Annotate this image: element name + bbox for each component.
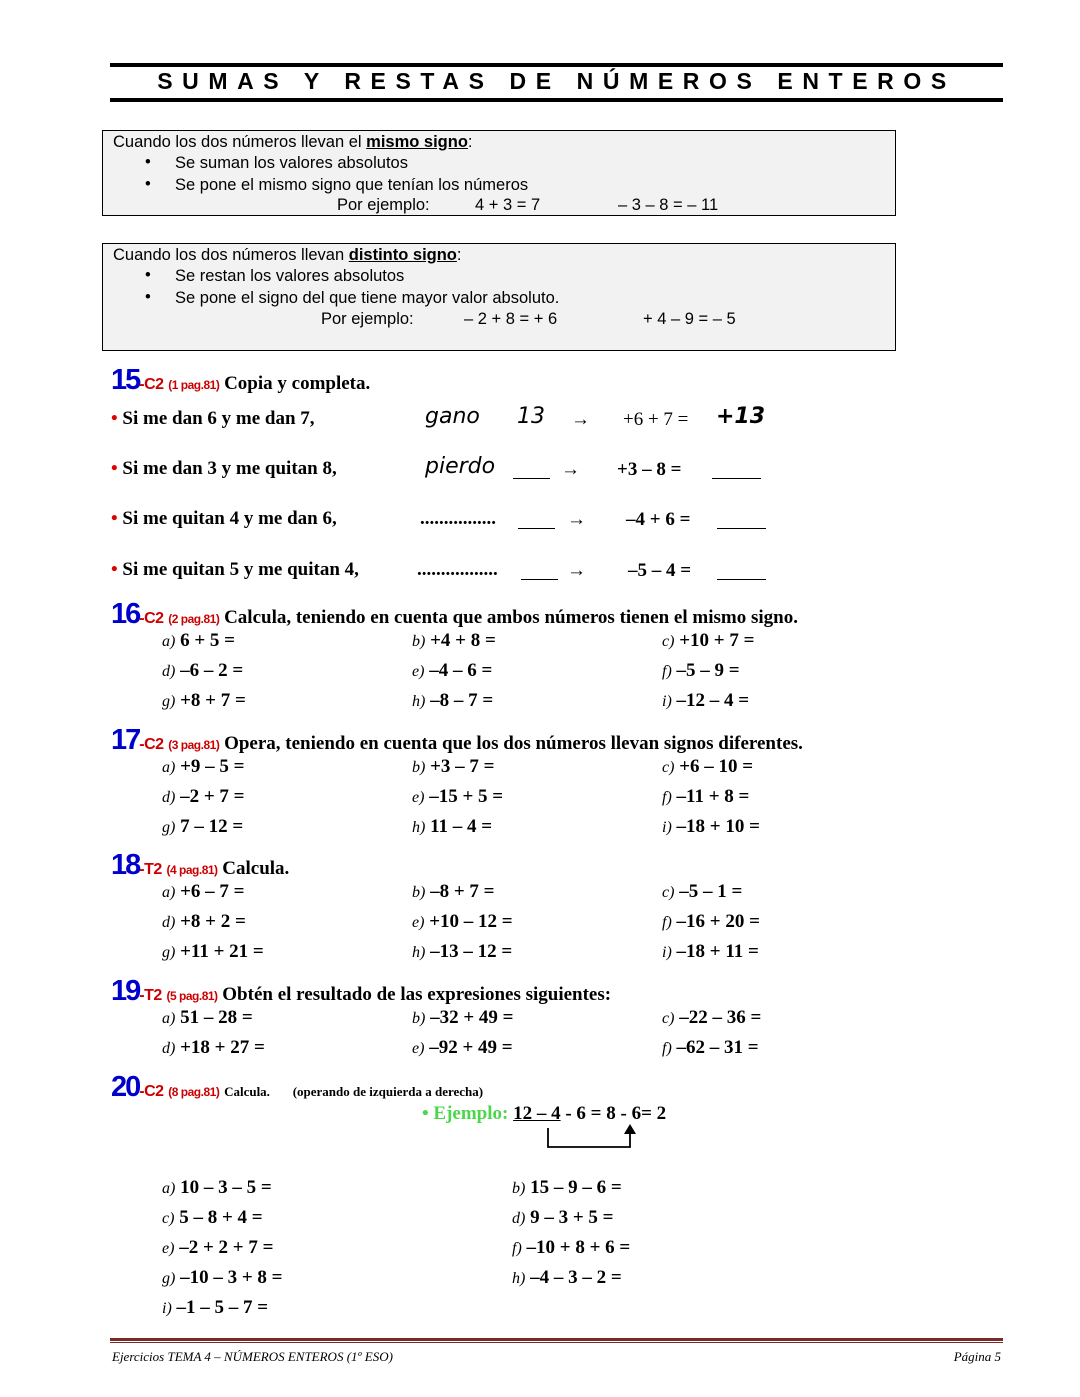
item-letter: d) [162, 1040, 176, 1057]
exercise-item [662, 630, 754, 652]
item-expression: 5 – 8 + 4 = [174, 1207, 263, 1228]
exercise-item [412, 630, 496, 652]
box-bullet-2: Se pone el signo del que tiene mayor valor absoluto. [175, 289, 560, 307]
row-text: Si me dan 6 y me dan 7, [122, 408, 315, 429]
exercise-code: -C2 [139, 736, 164, 753]
item-expression: –4 – 3 – 2 = [525, 1267, 622, 1288]
box-colon: : [456, 246, 462, 264]
red-bullet-icon: • [111, 508, 118, 529]
exercise-text: Calcula. [224, 1084, 270, 1099]
handwritten-answer: +13 [716, 404, 766, 429]
footer-left: Ejercicios TEMA 4 – NÚMEROS ENTEROS (1º ESO) [112, 1349, 393, 1364]
item-letter: i) [162, 1300, 172, 1317]
exercise-item [412, 660, 492, 682]
item-expression: +11 + 21 = [175, 941, 264, 962]
exercise-item [412, 816, 492, 838]
exercise-item [512, 1237, 630, 1259]
box-example-1: 4 + 3 = 7 [475, 196, 541, 214]
item-expression: +6 – 7 = [175, 881, 245, 902]
item-expression: +4 + 8 = [425, 630, 496, 651]
item-letter: e) [162, 1240, 175, 1257]
exercise-ref: (3 pag.81) [168, 738, 220, 752]
exercise-item [412, 756, 494, 778]
exercise-item [662, 1007, 761, 1029]
exercise-item [512, 1267, 622, 1289]
exercise-code: -C2 [139, 1083, 164, 1100]
exercise-item [412, 881, 494, 903]
exercise-15-row [111, 408, 315, 430]
arrow-icon: → [567, 509, 586, 530]
row-text: Si me dan 3 y me quitan 8, [122, 458, 337, 479]
item-expression: –22 – 36 = [674, 1007, 762, 1028]
exercise-code: -T2 [139, 987, 162, 1004]
item-expression: –4 – 6 = [424, 660, 493, 681]
item-letter: i) [662, 819, 672, 836]
exercise-15-heading [111, 364, 370, 397]
item-letter: h) [412, 693, 426, 710]
exercise-number: 20 [111, 1071, 140, 1103]
item-letter: b) [412, 759, 426, 776]
exercise-item [162, 1007, 253, 1029]
row-dots: ................. [417, 559, 498, 580]
footer-page-number: Página 5 [953, 1349, 1001, 1364]
item-expression: –15 + 5 = [424, 786, 504, 807]
item-letter: a) [162, 884, 176, 901]
item-letter: f) [662, 789, 672, 806]
item-letter: b) [512, 1180, 526, 1197]
example-arrow-icon [540, 1124, 640, 1150]
exercise-item [662, 690, 749, 712]
exercise-item [412, 1007, 513, 1029]
exercise-item [412, 1037, 513, 1059]
item-letter: d) [162, 663, 176, 680]
row-expression: +6 + 7 = [623, 409, 689, 430]
example-part-1: 12 – 4 [513, 1103, 561, 1124]
item-expression: +9 – 5 = [175, 756, 245, 777]
exercise-text: Calcula. [222, 858, 290, 879]
item-letter: g) [162, 693, 176, 710]
item-expression: +10 – 12 = [424, 911, 513, 932]
handwritten-word: pierdo [425, 454, 496, 479]
red-bullet-icon: • [111, 408, 118, 429]
item-expression: 6 + 5 = [175, 630, 235, 651]
item-expression: –11 + 8 = [671, 786, 750, 807]
item-letter: a) [162, 1010, 176, 1027]
exercise-ref: (4 pag.81) [166, 863, 218, 877]
box-example-2: + 4 – 9 = – 5 [643, 310, 736, 328]
exercise-ref: (2 pag.81) [168, 612, 220, 626]
exercise-15-row [111, 559, 359, 581]
item-expression: 10 – 3 – 5 = [175, 1177, 272, 1198]
arrow-icon: → [561, 459, 580, 480]
exercise-item [412, 941, 512, 963]
item-letter: e) [412, 789, 425, 806]
item-expression: +18 + 27 = [175, 1037, 265, 1058]
row-expression: –5 – 4 = [628, 560, 692, 581]
exercise-17-heading [111, 724, 803, 757]
item-letter: c) [662, 884, 675, 901]
exercise-item [662, 911, 760, 933]
item-letter: h) [512, 1270, 526, 1287]
item-expression: 15 – 9 – 6 = [525, 1177, 622, 1198]
item-expression: –18 + 10 = [671, 816, 760, 837]
exercise-item [412, 911, 513, 933]
answer-blank[interactable] [518, 528, 555, 529]
item-expression: –10 – 3 + 8 = [175, 1267, 283, 1288]
rule-box-same-sign [102, 130, 896, 216]
exercise-20-heading [111, 1071, 483, 1104]
exercise-item [162, 1207, 263, 1229]
box-bullet-2: Se pone el mismo signo que tenían los números [175, 176, 529, 194]
item-letter: e) [412, 1040, 425, 1057]
exercise-number: 18 [111, 849, 140, 881]
item-expression: +8 + 2 = [175, 911, 246, 932]
bullet-icon: • [145, 266, 151, 284]
exercise-note: (operando de izquierda a derecha) [292, 1084, 484, 1099]
item-expression: 51 – 28 = [175, 1007, 253, 1028]
row-dots: ................ [420, 508, 496, 529]
footer-rule [110, 1338, 1003, 1341]
exercise-item [162, 1267, 282, 1289]
item-letter: c) [662, 633, 675, 650]
title-bottom-rule [110, 98, 1003, 102]
page-title: SUMAS Y RESTAS DE NÚMEROS ENTEROS [157, 68, 956, 94]
exercise-item [662, 756, 753, 778]
item-expression: –32 + 49 = [425, 1007, 514, 1028]
item-letter: e) [412, 663, 425, 680]
item-letter: g) [162, 819, 176, 836]
box-intro [113, 133, 473, 152]
item-letter: d) [512, 1210, 526, 1227]
item-letter: h) [412, 819, 426, 836]
item-letter: g) [162, 944, 176, 961]
exercise-item [162, 1237, 273, 1259]
exercise-text: Copia y completa. [224, 373, 371, 394]
item-expression: 7 – 12 = [175, 816, 244, 837]
exercise-item [512, 1207, 613, 1229]
item-expression: –2 + 7 = [175, 786, 245, 807]
exercise-number: 17 [111, 724, 140, 756]
item-expression: –92 + 49 = [424, 1037, 513, 1058]
example-part-2: - 6 = [560, 1103, 607, 1124]
item-expression: –13 – 12 = [425, 941, 513, 962]
box-intro-text: Cuando los dos números llevan [113, 246, 349, 264]
item-letter: f) [662, 1040, 672, 1057]
example-part-3: 8 [606, 1103, 616, 1124]
box-colon: : [467, 133, 473, 151]
bullet-icon: • [145, 153, 151, 171]
arrow-icon: → [567, 560, 586, 581]
exercise-number: 15 [111, 364, 140, 396]
row-text: Si me quitan 5 y me quitan 4, [122, 559, 359, 580]
exercise-16-heading [111, 598, 798, 631]
answer-blank[interactable] [712, 478, 761, 479]
exercise-item [162, 786, 244, 808]
box-emph: mismo signo [366, 133, 468, 151]
item-expression: +10 + 7 = [674, 630, 755, 651]
exercise-18-heading [111, 849, 289, 882]
box-bullet-1: Se suman los valores absolutos [175, 154, 408, 172]
item-expression: +6 – 10 = [674, 756, 754, 777]
exercise-item [412, 690, 493, 712]
red-bullet-icon: • [111, 559, 118, 580]
box-intro-text: Cuando los dos números llevan el [113, 133, 367, 151]
item-letter: e) [412, 914, 425, 931]
exercise-item [162, 756, 244, 778]
item-letter: c) [162, 1210, 175, 1227]
exercise-15-row [111, 458, 337, 480]
item-letter: i) [662, 693, 672, 710]
box-emph: distinto signo [348, 246, 457, 264]
exercise-text: Obtén el resultado de las expresiones siguientes: [222, 984, 612, 1005]
box-example-label: Por ejemplo: [321, 310, 414, 328]
example-label: • Ejemplo: [422, 1103, 509, 1124]
bullet-icon: • [145, 288, 151, 306]
box-intro [113, 246, 461, 265]
item-expression: –12 – 4 = [671, 690, 750, 711]
exercise-15-row [111, 508, 337, 530]
item-expression: –5 – 9 = [671, 660, 740, 681]
item-expression: –16 + 20 = [671, 911, 760, 932]
exercise-item [162, 630, 235, 652]
item-expression: –18 + 11 = [671, 941, 759, 962]
footer-rule-thin [110, 1342, 1003, 1343]
rule-box-different-sign [102, 243, 896, 351]
arrow-icon: → [571, 409, 590, 430]
item-expression: +8 + 7 = [175, 690, 246, 711]
exercise-item [162, 881, 244, 903]
item-expression: –10 + 8 + 6 = [521, 1237, 631, 1258]
item-expression: –62 – 31 = [671, 1037, 759, 1058]
exercise-item [162, 816, 243, 838]
item-letter: c) [662, 759, 675, 776]
row-expression: +3 – 8 = [617, 459, 682, 480]
item-letter: d) [162, 789, 176, 806]
exercise-item [162, 660, 243, 682]
exercise-text: Calcula, teniendo en cuenta que ambos números tienen el mismo signo. [224, 607, 798, 628]
exercise-item [162, 941, 264, 963]
worked-example [422, 1103, 666, 1125]
answer-blank[interactable] [717, 579, 766, 580]
item-letter: g) [162, 1270, 176, 1287]
item-letter: a) [162, 1180, 176, 1197]
answer-blank[interactable] [513, 478, 550, 479]
item-expression: –8 + 7 = [425, 881, 495, 902]
exercise-item [662, 660, 740, 682]
item-letter: d) [162, 914, 176, 931]
bullet-icon: • [145, 175, 151, 193]
item-letter: a) [162, 633, 176, 650]
exercise-item [162, 1177, 272, 1199]
handwritten-value: 13 [517, 404, 545, 429]
item-letter: c) [662, 1010, 675, 1027]
exercise-ref: (1 pag.81) [168, 378, 220, 392]
exercise-number: 16 [111, 598, 140, 630]
item-expression: 9 – 3 + 5 = [525, 1207, 614, 1228]
exercise-item [162, 911, 246, 933]
item-letter: f) [512, 1240, 522, 1257]
exercise-ref: (5 pag.81) [166, 989, 218, 1003]
exercise-code: -T2 [139, 861, 162, 878]
exercise-item [662, 941, 759, 963]
item-expression: –6 – 2 = [175, 660, 244, 681]
exercise-item [662, 816, 760, 838]
box-example-label: Por ejemplo: [337, 196, 430, 214]
row-text: Si me quitan 4 y me dan 6, [122, 508, 337, 529]
answer-blank[interactable] [717, 528, 766, 529]
item-expression: –1 – 5 – 7 = [171, 1297, 269, 1318]
exercise-item [162, 1037, 265, 1059]
item-letter: a) [162, 759, 176, 776]
answer-blank[interactable] [521, 579, 558, 580]
item-letter: i) [662, 944, 672, 961]
title-top-rule [110, 63, 1003, 67]
exercise-19-heading [111, 975, 611, 1008]
example-part-4: - 6= 2 [615, 1103, 667, 1124]
exercise-item [162, 690, 246, 712]
exercise-number: 19 [111, 975, 140, 1007]
item-letter: h) [412, 944, 426, 961]
box-example-2: – 3 – 8 = – 11 [618, 196, 719, 214]
item-expression: +3 – 7 = [425, 756, 495, 777]
exercise-code: -C2 [139, 610, 164, 627]
exercise-text: Opera, teniendo en cuenta que los dos números llevan signos diferentes. [224, 733, 803, 754]
item-letter: b) [412, 633, 426, 650]
exercise-item [412, 786, 503, 808]
exercise-item [162, 1297, 268, 1319]
box-example-1: – 2 + 8 = + 6 [464, 310, 558, 328]
item-letter: b) [412, 1010, 426, 1027]
item-expression: 11 – 4 = [425, 816, 493, 837]
item-letter: f) [662, 914, 672, 931]
item-letter: f) [662, 663, 672, 680]
exercise-item [662, 786, 749, 808]
item-letter: b) [412, 884, 426, 901]
box-bullet-1: Se restan los valores absolutos [175, 267, 405, 285]
exercise-code: -C2 [139, 376, 164, 393]
exercise-item [662, 1037, 759, 1059]
item-expression: –5 – 1 = [674, 881, 743, 902]
item-expression: –2 + 2 + 7 = [174, 1237, 274, 1258]
red-bullet-icon: • [111, 458, 118, 479]
exercise-ref: (8 pag.81) [168, 1085, 220, 1099]
exercise-item [662, 881, 742, 903]
handwritten-word: gano [425, 404, 480, 429]
row-expression: –4 + 6 = [626, 509, 691, 530]
exercise-item [512, 1177, 622, 1199]
item-expression: –8 – 7 = [425, 690, 494, 711]
